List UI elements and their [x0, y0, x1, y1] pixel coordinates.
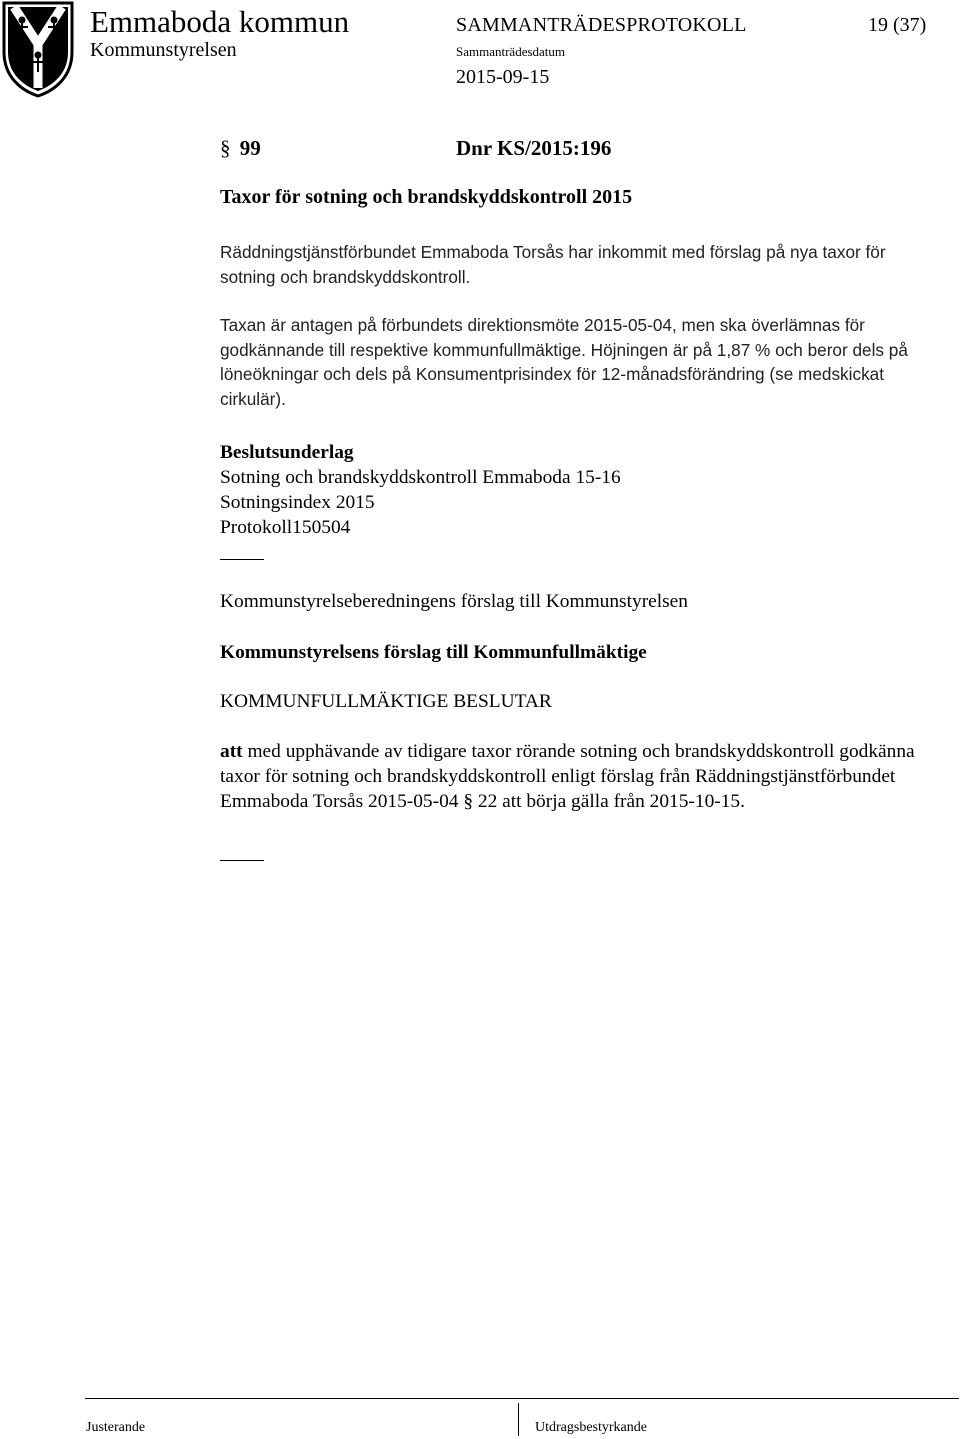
paragraph-1: Räddningstjänstförbundet Emmaboda Torsås har inkommit med förslag på nya taxor för sotning och brandskyddskontroll.: [220, 242, 886, 287]
decision-text: [220, 739, 940, 814]
organization-name: Emmaboda kommun: [90, 4, 350, 39]
footer-rule: [85, 1398, 959, 1399]
beslutsunderlag-item: Sotning och brandskyddskontroll Emmaboda 15-16: [220, 467, 621, 488]
diary-number: Dnr KS/2015:196: [456, 136, 612, 160]
beredning-proposal: Kommunstyrelseberedningens förslag till Kommunstyrelsen: [220, 591, 688, 612]
section-title: Taxor för sotning och brandskyddskontroll 2015: [220, 186, 633, 208]
divider: [220, 559, 264, 560]
decision-keyword: att: [220, 741, 243, 762]
page-number: 19 (37): [868, 14, 927, 36]
document-type: SAMMANTRÄDESPROTOKOLL: [456, 14, 747, 36]
decision-section-symbol: §: [463, 791, 474, 812]
meeting-date-label: Sammanträdesdatum: [456, 44, 566, 59]
beslutsunderlag-item: Protokoll150504: [220, 517, 351, 538]
beslutsunderlag-item: Sotningsindex 2015: [220, 492, 375, 513]
decision-body: med upphävande av tidigare taxor rörande sotning och brandskyddskontroll godkänna taxor för sotning och brandskyddskontroll enligt förslag från Räddningstjänstförbundet Emmaboda Torsås 2015-05-04: [220, 741, 915, 812]
justerande-label: Justerande: [86, 1420, 146, 1435]
kommunstyrelsen-proposal: Kommunstyrelsens förslag till Kommunfullmäktige: [220, 642, 647, 663]
footer-separator: [518, 1403, 519, 1436]
divider: [220, 860, 264, 861]
section-symbol: §: [220, 136, 231, 160]
utdragsbestyrkande-label: Utdragsbestyrkande: [535, 1420, 647, 1435]
decision-body-end: 22 att börja gälla från 2015-10-15.: [473, 791, 745, 812]
paragraph-2: Taxan är antagen på förbundets direktionsmöte 2015-05-04, men ska överlämnas för godkännande till respektive kommunfullmäktige. Höjningen är på 1,87 % och beror dels på löneökningar och dels på Konsumentprisindex för 12-månadsförändring (se medskickat cirkulär).: [220, 315, 908, 409]
section-line: [220, 136, 612, 161]
organization-unit: Kommunstyrelsen: [90, 39, 237, 61]
beslutsunderlag-heading: Beslutsunderlag: [220, 442, 354, 463]
meeting-date: 2015-09-15: [456, 66, 550, 88]
municipality-coat-of-arms: [0, 0, 76, 98]
decision-heading: KOMMUNFULLMÄKTIGE BESLUTAR: [220, 691, 552, 712]
section-number: 99: [239, 136, 261, 160]
